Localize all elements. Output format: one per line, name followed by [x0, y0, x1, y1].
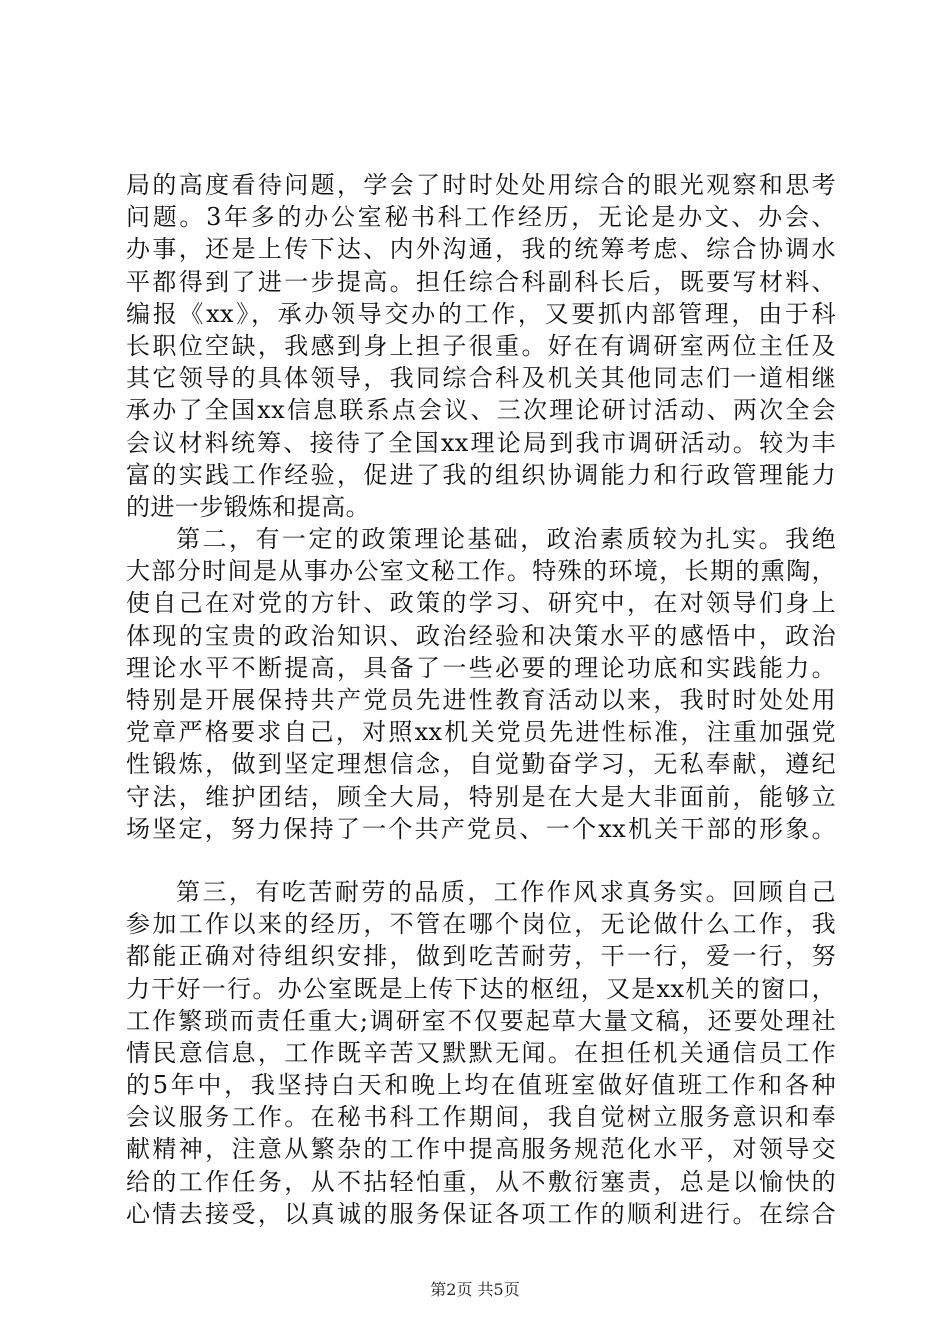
text-line: 都能正确对待组织安排，做到吃苦耐劳，干一行，爱一行，努 [126, 942, 836, 971]
text-line: 体现的宝贵的政治知识、政治经验和决策水平的感悟中，政治 [126, 621, 836, 650]
text-line: 参加工作以来的经历，不管在哪个岗位，无论做什么工作，我 [126, 910, 836, 939]
text-line: 的进一步锻炼和提高。 [126, 492, 370, 521]
text-line: 富的实践工作经验，促进了我的组织协调能力和行政管理能力 [126, 460, 836, 489]
text-line: 平都得到了进一步提高。担任综合科副科长后，既要写材料、 [126, 267, 836, 296]
text-line: 局的高度看待问题，学会了时时处处用综合的眼光观察和思考 [126, 171, 836, 199]
text-line: 献精神，注意从繁杂的工作中提高服务规范化水平，对领导交 [126, 1135, 836, 1164]
text-line: 长职位空缺，我感到身上担子很重。好在有调研室两位主任及 [126, 331, 836, 360]
text-line: 承办了全国xx信息联系点会议、三次理论研讨活动、两次全会 [126, 396, 836, 425]
text-line: 性锻炼，做到坚定理想信念，自觉勤奋学习，无私奉献，遵纪 [126, 750, 836, 779]
document-body [126, 169, 836, 1230]
paragraph-3 [126, 876, 836, 1230]
text-line: 力干好一行。办公室既是上传下达的枢纽，又是xx机关的窗口， [126, 974, 836, 1003]
text-line: 工作繁琐而责任重大;调研室不仅要起草大量文稿，还要处理社 [126, 1006, 836, 1035]
text-line: 第三，有吃苦耐劳的品质，工作作风求真务实。回顾自己 [176, 877, 836, 906]
paragraph-gap [126, 845, 836, 876]
text-line: 心情去接受，以真诚的服务保证各项工作的顺利进行。在综合 [126, 1199, 836, 1228]
text-line: 办事，还是上传下达、内外沟通，我的统筹考虑、综合协调水 [126, 235, 836, 264]
text-line: 大部分时间是从事办公室文秘工作。特殊的环境，长期的熏陶， [126, 557, 836, 586]
text-line: 特别是开展保持共产党员先进性教育活动以来，我时时处处用 [126, 686, 836, 714]
text-line: 第二，有一定的政策理论基础，政治素质较为扎实。我绝 [176, 525, 836, 554]
text-line: 的5年中，我坚持白天和晚上均在值班室做好值班工作和各种 [126, 1071, 836, 1100]
text-line: 场坚定，努力保持了一个共产党员、一个xx机关干部的形象。 [126, 814, 836, 843]
text-line: 给的工作任务，从不拈轻怕重，从不敷衍塞责，总是以愉快的 [126, 1167, 836, 1196]
text-line: 会议服务工作。在秘书科工作期间，我自觉树立服务意识和奉 [126, 1103, 836, 1132]
text-line: 会议材料统筹、接待了全国xx理论局到我市调研活动。较为丰 [126, 428, 836, 457]
paragraph-1 [126, 169, 836, 523]
text-line: 情民意信息，工作既辛苦又默默无闻。在担任机关通信员工作 [126, 1038, 836, 1067]
text-line: 党章严格要求自己，对照xx机关党员先进性标准，注重加强党 [126, 718, 836, 747]
text-line: 使自己在对党的方针、政策的学习、研究中，在对领导们身上 [126, 589, 836, 618]
text-line: 理论水平不断提高，具备了一些必要的理论功底和实践能力。 [126, 653, 836, 682]
text-line: 其它领导的具体领导，我同综合科及机关其他同志们一道相继 [126, 364, 836, 393]
paragraph-2 [126, 523, 836, 845]
page-number-footer: 第2页 共5页 [430, 1280, 520, 1299]
text-line: 编报《xx》，承办领导交办的工作，又要抓内部管理，由于科 [126, 299, 836, 328]
text-line: 问题。3年多的办公室秘书科工作经历，无论是办文、办会、 [126, 203, 836, 232]
text-line: 守法，维护团结，顾全大局，特别是在大是大非面前，能够立 [126, 782, 836, 811]
